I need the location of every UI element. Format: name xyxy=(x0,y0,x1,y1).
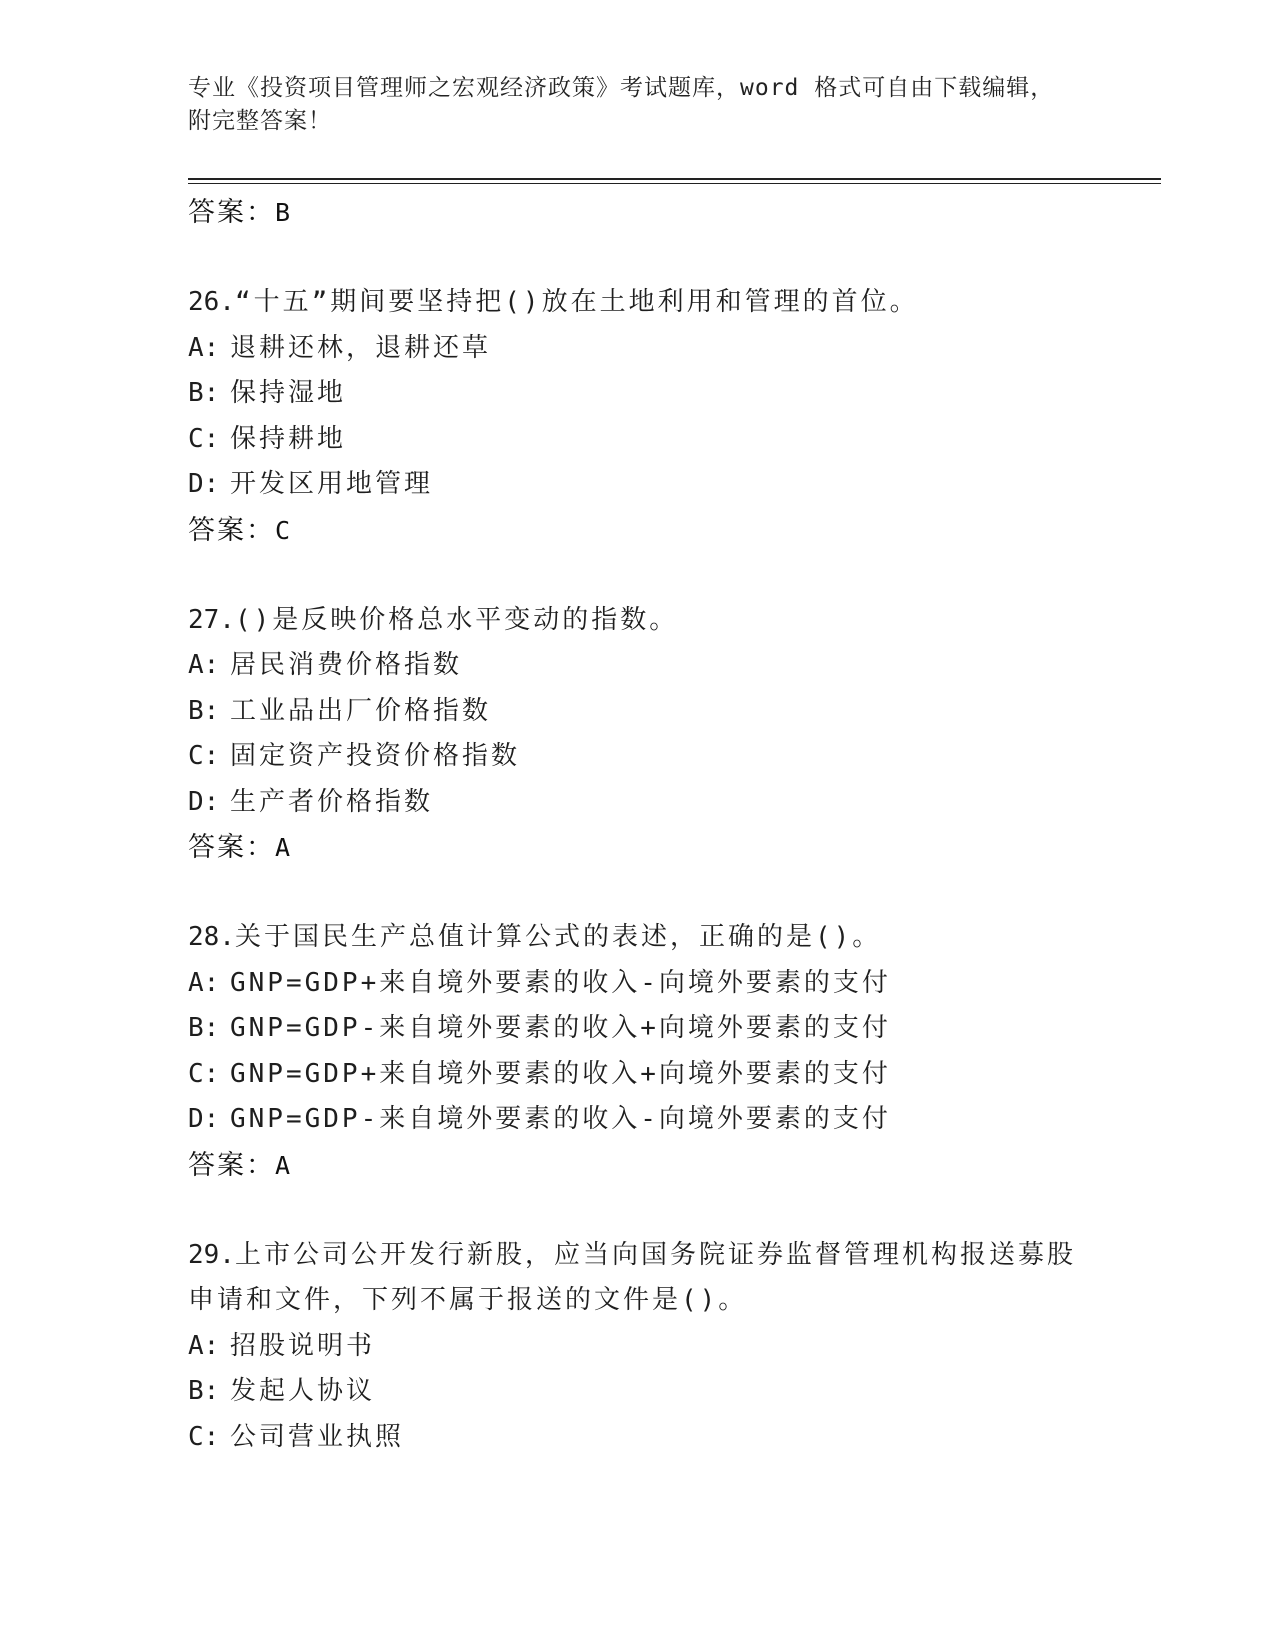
question-block xyxy=(188,280,1118,554)
option-row xyxy=(188,1097,1118,1143)
option-row xyxy=(188,1415,1118,1461)
answer-letter: B xyxy=(275,198,293,227)
option-row xyxy=(188,326,1118,372)
question-number: 29. xyxy=(188,1239,235,1270)
option-row xyxy=(188,1369,1118,1415)
option-row xyxy=(188,780,1118,826)
option-text: 固定资产投资价格指数 xyxy=(230,741,521,771)
option-key: A: xyxy=(188,332,220,363)
option-key: A: xyxy=(188,650,220,680)
question-stem: 上市公司公开发行新股，应当向国务院证券监督管理机构报送募股 xyxy=(234,1239,1076,1270)
question-gap xyxy=(188,1189,1118,1233)
option-key: D: xyxy=(188,469,220,499)
question-stem: 申请和文件，下列不属于报送的文件是()。 xyxy=(188,1285,748,1315)
option-text: 生产者价格指数 xyxy=(230,786,434,817)
question-answer xyxy=(188,1143,1118,1189)
option-row xyxy=(188,689,1118,735)
question-number: 26. xyxy=(188,287,235,317)
option-text: GNP=GDP+来自境外要素的收入+向境外要素的支付 xyxy=(230,1058,891,1089)
question-stem: 关于国民生产总值计算公式的表述，正确的是()。 xyxy=(234,922,882,952)
option-row xyxy=(188,371,1118,417)
question-number: 27. xyxy=(188,604,235,635)
option-text: 保持湿地 xyxy=(230,378,347,408)
option-text: 保持耕地 xyxy=(230,423,347,454)
option-key: A: xyxy=(188,1330,220,1361)
option-text: GNP=GDP-来自境外要素的收入-向境外要素的支付 xyxy=(230,1104,891,1134)
question-block xyxy=(188,915,1118,1189)
option-row xyxy=(188,1052,1118,1098)
option-key: B: xyxy=(188,695,220,726)
answer-label: 答案： xyxy=(188,832,275,863)
question-text xyxy=(188,1233,1118,1279)
answer-letter: A xyxy=(275,833,293,862)
option-text: 退耕还林，退耕还草 xyxy=(230,332,492,363)
option-key: C: xyxy=(188,741,220,771)
answer-label: 答案： xyxy=(188,197,275,228)
option-text: 开发区用地管理 xyxy=(230,469,434,499)
answer-letter: A xyxy=(275,1150,293,1180)
question-block xyxy=(188,598,1118,872)
question-gap xyxy=(188,554,1118,598)
question-stem: ()是反映价格总水平变动的指数。 xyxy=(234,604,679,635)
question-answer xyxy=(188,508,1118,554)
option-key: C: xyxy=(188,1058,220,1089)
option-key: C: xyxy=(188,423,220,454)
document-header xyxy=(188,72,1088,138)
answer-label: 答案： xyxy=(188,1149,275,1181)
question-stem: “十五”期间要坚持把()放在土地利用和管理的首位。 xyxy=(234,287,919,317)
option-text: 公司营业执照 xyxy=(230,1421,405,1452)
question-block xyxy=(188,1233,1118,1461)
previous-answer xyxy=(188,190,1118,236)
option-row xyxy=(188,961,1118,1007)
question-gap xyxy=(188,236,1118,280)
option-key: B: xyxy=(188,1013,220,1043)
question-text xyxy=(188,1278,1118,1324)
question-number: 28. xyxy=(188,922,235,952)
option-text: 招股说明书 xyxy=(230,1330,376,1361)
option-row xyxy=(188,1006,1118,1052)
option-text: GNP=GDP+来自境外要素的收入-向境外要素的支付 xyxy=(230,967,891,998)
option-text: 发起人协议 xyxy=(230,1376,376,1406)
option-key: D: xyxy=(188,786,220,817)
header-divider-thin xyxy=(188,183,1161,184)
option-row xyxy=(188,734,1118,780)
header-line-2: 附完整答案！ xyxy=(188,108,332,134)
option-key: B: xyxy=(188,1376,220,1406)
option-row xyxy=(188,1324,1118,1370)
option-key: A: xyxy=(188,967,220,998)
answer-label: 答案： xyxy=(188,514,275,546)
option-key: D: xyxy=(188,1104,220,1134)
question-answer xyxy=(188,825,1118,871)
option-row xyxy=(188,417,1118,463)
question-text xyxy=(188,280,1118,326)
option-text: 居民消费价格指数 xyxy=(230,650,463,680)
question-gap xyxy=(188,871,1118,915)
option-text: 工业品出厂价格指数 xyxy=(230,695,492,726)
question-text xyxy=(188,915,1118,961)
answer-letter: C xyxy=(275,515,293,545)
question-text xyxy=(188,598,1118,644)
header-line-1: 专业《投资项目管理师之宏观经济政策》考试题库，word 格式可自由下载编辑， xyxy=(188,75,1055,101)
header-divider-thick xyxy=(188,178,1161,180)
option-text: GNP=GDP-来自境外要素的收入+向境外要素的支付 xyxy=(230,1013,891,1043)
option-key: C: xyxy=(188,1421,220,1452)
option-row xyxy=(188,643,1118,689)
option-row xyxy=(188,462,1118,508)
question-list xyxy=(188,190,1118,1460)
option-key: B: xyxy=(188,378,220,408)
